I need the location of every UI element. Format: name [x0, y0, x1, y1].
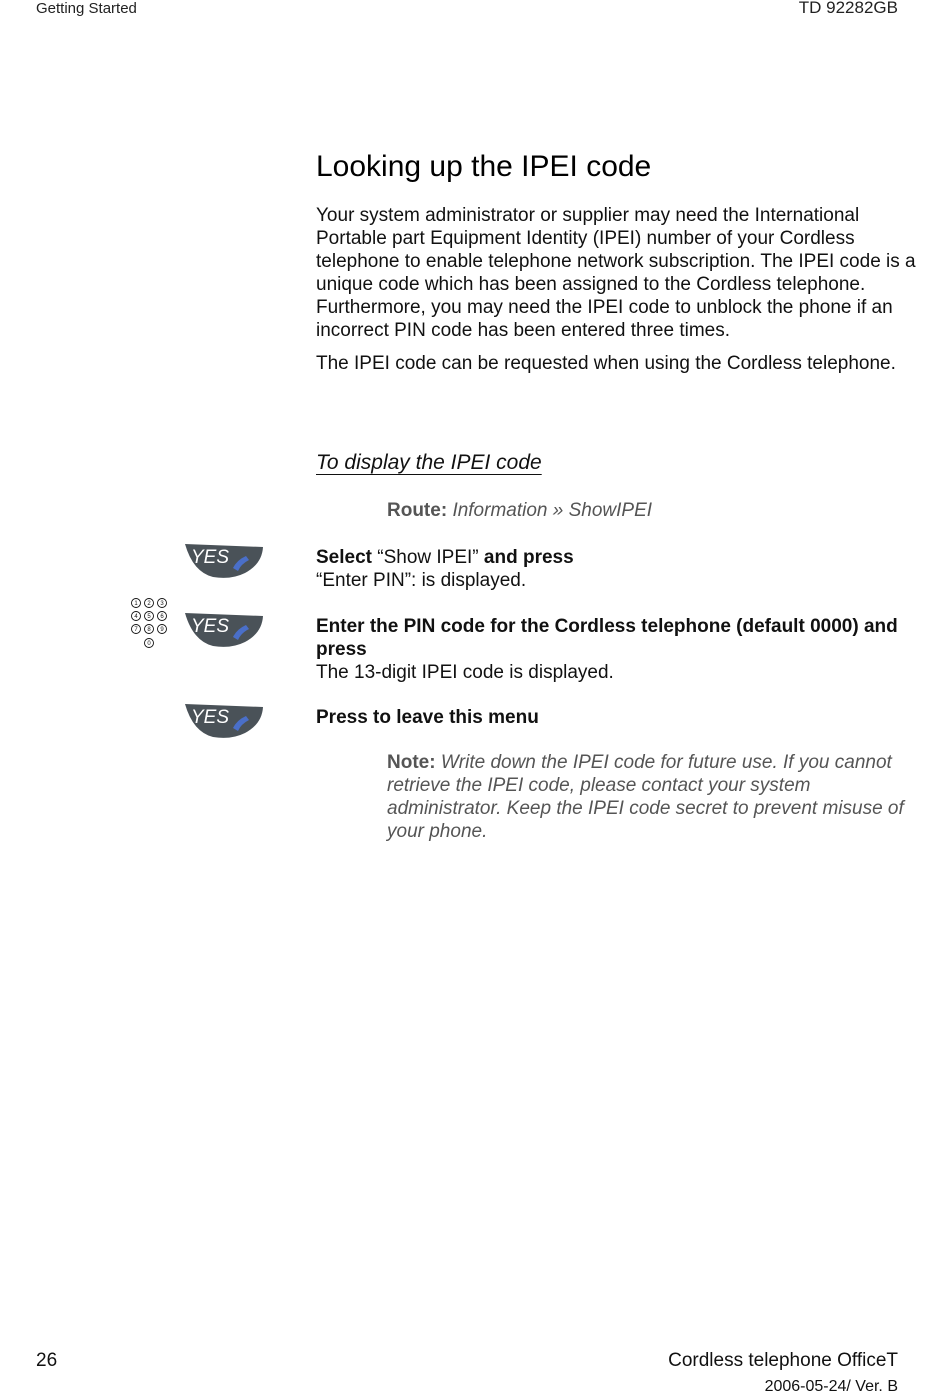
footer-version: 2006-05-24/ Ver. B	[764, 1378, 898, 1395]
note	[387, 751, 907, 843]
intro-paragraph-1: Your system administrator or supplier may need the International Portable part Equipment Identity (IPEI) number of your Cordless telephone to enable telephone network subscription. The IPEI code is a unique code which has been assigned to the Cordless telephone. Furthermore, you may need the IPEI code to unblock the phone if an incorrect PIN code has been entered three times.	[316, 205, 916, 341]
note-label: Note:	[387, 752, 436, 773]
page-number: 26	[36, 1350, 58, 1371]
running-header-doc-id: TD 92282GB	[798, 0, 898, 17]
svg-text:2: 2	[147, 601, 151, 607]
yes-key-icon	[183, 540, 265, 580]
procedure-heading: To display the IPEI code	[316, 451, 542, 474]
step-enter-pin: Enter the PIN code for the Cordless telephone (default 0000) and press The 13-digit IPEI code is displayed.	[316, 616, 898, 683]
svg-text:4: 4	[134, 614, 138, 620]
yes-key-label: YES	[191, 616, 230, 637]
svg-text:3: 3	[160, 601, 164, 607]
step-leave-menu: Press to leave this menu	[316, 707, 539, 728]
svg-text:6: 6	[160, 614, 164, 620]
yes-key-label: YES	[191, 547, 230, 568]
keypad-icon	[129, 596, 171, 652]
step-select-show-ipei: Select “Show IPEI” and press “Enter PIN”: is displayed.	[316, 547, 574, 591]
route-line	[387, 500, 652, 522]
svg-text:9: 9	[160, 627, 164, 633]
page-title: Looking up the IPEI code	[316, 150, 652, 183]
running-header-section: Getting Started	[36, 0, 137, 17]
svg-text:8: 8	[147, 627, 151, 633]
route-label: Route:	[387, 500, 448, 521]
svg-text:0: 0	[147, 641, 151, 647]
note-text: Write down the IPEI code for future use. If you cannot retrieve the IPEI code, please contact your system administrator. Keep the IPEI code secret to prevent misuse of your phone.	[387, 752, 904, 842]
footer-product: Cordless telephone OfficeT	[668, 1350, 898, 1371]
intro-paragraph-2: The IPEI code can be requested when using the Cordless telephone.	[316, 353, 896, 374]
svg-text:7: 7	[134, 627, 138, 633]
yes-key-label: YES	[191, 707, 230, 728]
yes-key-icon	[183, 609, 265, 649]
route-value: Information » ShowIPEI	[452, 500, 653, 521]
svg-text:5: 5	[147, 614, 151, 620]
yes-key-icon	[183, 700, 265, 740]
svg-text:1: 1	[134, 601, 138, 607]
